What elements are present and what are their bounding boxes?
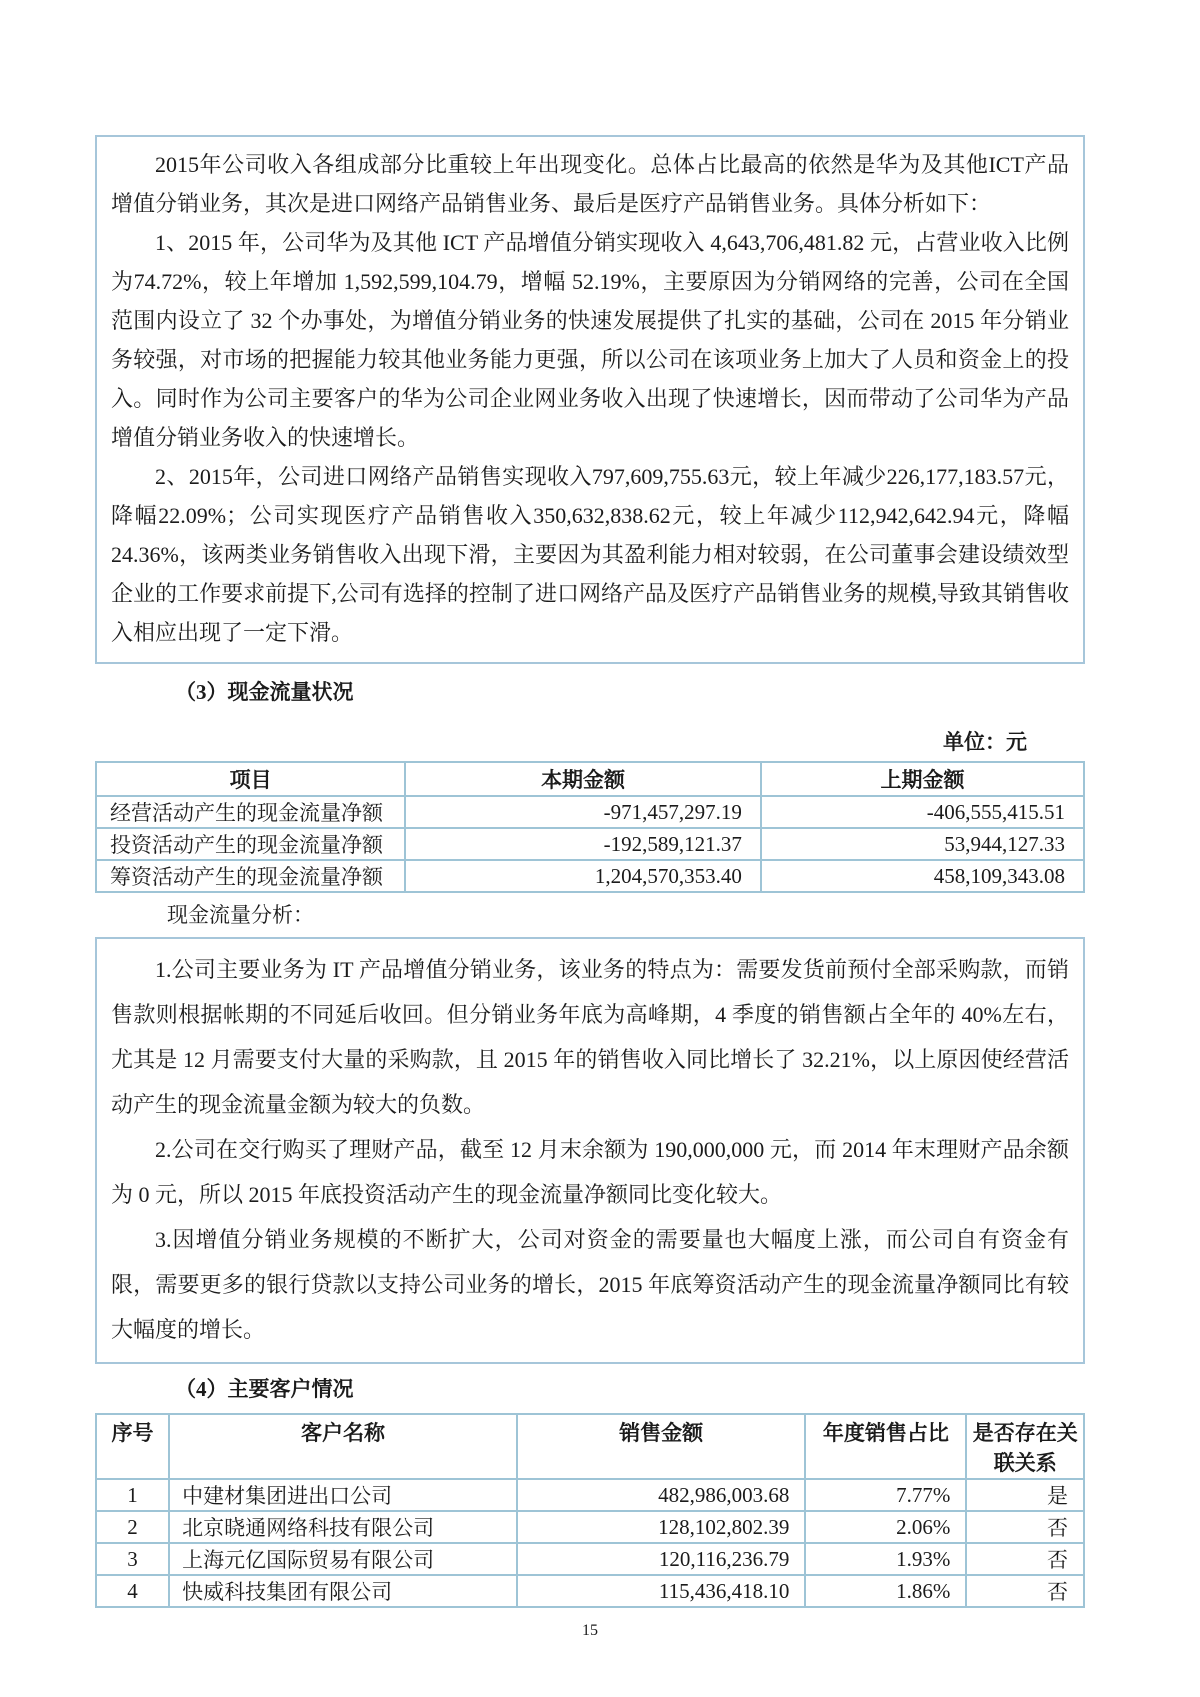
table-row xyxy=(96,1575,1084,1607)
customer-amount: 128,102,802.39 xyxy=(517,1511,805,1543)
revenue-paragraph: 2015年公司收入各组成部分比重较上年出现变化。总体占比最高的依然是华为及其他ICT产品增值分销业务，其次是进口网络产品销售业务、最后是医疗产品销售业务。具体分析如下： xyxy=(111,152,1069,216)
cashflow-current-amount: -192,589,121.37 xyxy=(405,828,761,860)
page-content xyxy=(95,135,1085,1640)
column-header-item: 项目 xyxy=(96,762,405,796)
revenue-analysis-box xyxy=(95,135,1085,664)
customer-no: 3 xyxy=(96,1543,169,1575)
cashflow-current-amount: 1,204,570,353.40 xyxy=(405,860,761,892)
column-header-current: 本期金额 xyxy=(405,762,761,796)
cashflow-previous-amount: 458,109,343.08 xyxy=(761,860,1084,892)
customer-amount: 482,986,003.68 xyxy=(517,1479,805,1511)
analysis-paragraph: 2.公司在交行购买了理财产品，截至 12 月末余额为 190,000,000 元，而 2014 年末理财产品余额为 0 元，所以 2015 年底投资活动产生的现金流量净额同比变化较大。 xyxy=(111,1137,1069,1207)
customers-header-row xyxy=(96,1414,1084,1479)
customer-share: 1.86% xyxy=(805,1575,966,1607)
customer-no: 2 xyxy=(96,1511,169,1543)
cashflow-table xyxy=(95,761,1085,893)
column-header-previous: 上期金额 xyxy=(761,762,1084,796)
cashflow-item: 投资活动产生的现金流量净额 xyxy=(96,828,405,860)
cashflow-current-amount: -971,457,297.19 xyxy=(405,796,761,828)
cashflow-item: 经营活动产生的现金流量净额 xyxy=(96,796,405,828)
section-heading-customers: （4）主要客户情况 xyxy=(175,1377,354,1401)
customer-name: 中建材集团进出口公司 xyxy=(169,1479,517,1511)
customer-related: 否 xyxy=(966,1575,1084,1607)
customer-amount: 120,116,236.79 xyxy=(517,1543,805,1575)
revenue-paragraph: 2、2015年，公司进口网络产品销售实现收入797,609,755.63元，较上年减少226,177,183.57元，降幅22.09%；公司实现医疗产品销售收入350,632,838.62元，较上年减少112,942,642.94元，降幅24.36%，该两类业务销售收入出现下滑，主要因为其盈利能力相对较弱，在公司董事会建设绩效型企业的工作要求前提下,公司有选择的控制了进口网络产品及医疗产品销售业务的规模,导致其销售收入相应出现了一定下滑。 xyxy=(111,464,1069,645)
table-row xyxy=(96,828,1084,860)
revenue-paragraph: 1、2015 年，公司华为及其他 ICT 产品增值分销实现收入 4,643,706,481.82 元，占营业收入比例为74.72%，较上年增加 1,592,599,104.79，增幅 52.19%，主要原因为分销网络的完善，公司在全国范围内设立了 32 个办事处，为增值分销业务的快速发展提供了扎实的基础，公司在 2015 年分销业务较强，对市场的把握能力较其他业务能力更强，所以公司在该项业务上加大了人员和资金上的投入。同时作为公司主要客户的华为公司企业网业务收入出现了快速增长，因而带动了公司华为产品增值分销业务收入的快速增长。 xyxy=(111,230,1069,450)
unit-label: 单位：元 xyxy=(943,730,1027,754)
cashflow-previous-amount: -406,555,415.51 xyxy=(761,796,1084,828)
column-header-amount: 销售金额 xyxy=(517,1414,805,1479)
customer-related: 否 xyxy=(966,1543,1084,1575)
table-row xyxy=(96,860,1084,892)
cashflow-item: 筹资活动产生的现金流量净额 xyxy=(96,860,405,892)
table-row xyxy=(96,1543,1084,1575)
cashflow-analysis-label: 现金流量分析： xyxy=(167,903,314,927)
column-header-share: 年度销售占比 xyxy=(805,1414,966,1479)
cashflow-analysis-box xyxy=(95,937,1085,1364)
column-header-name: 客户名称 xyxy=(169,1414,517,1479)
table-row xyxy=(96,796,1084,828)
customer-no: 1 xyxy=(96,1479,169,1511)
column-header-no: 序号 xyxy=(96,1414,169,1479)
section-heading-cashflow: （3）现金流量状况 xyxy=(175,680,354,704)
customer-no: 4 xyxy=(96,1575,169,1607)
analysis-paragraph: 3.因增值分销业务规模的不断扩大，公司对资金的需要量也大幅度上涨，而公司自有资金有限，需要更多的银行贷款以支持公司业务的增长，2015 年底筹资活动产生的现金流量净额同比有较大幅度的增长。 xyxy=(111,1227,1069,1342)
customer-name: 北京晓通网络科技有限公司 xyxy=(169,1511,517,1543)
customer-share: 1.93% xyxy=(805,1543,966,1575)
page-number: 15 xyxy=(582,1622,598,1639)
customer-related: 是 xyxy=(966,1479,1084,1511)
customer-share: 7.77% xyxy=(805,1479,966,1511)
cashflow-previous-amount: 53,944,127.33 xyxy=(761,828,1084,860)
customer-amount: 115,436,418.10 xyxy=(517,1575,805,1607)
column-header-related: 是否存在关联关系 xyxy=(966,1414,1084,1479)
table-row xyxy=(96,1479,1084,1511)
customer-related: 否 xyxy=(966,1511,1084,1543)
customer-share: 2.06% xyxy=(805,1511,966,1543)
customer-name: 上海元亿国际贸易有限公司 xyxy=(169,1543,517,1575)
customer-name: 快威科技集团有限公司 xyxy=(169,1575,517,1607)
customers-table xyxy=(95,1413,1085,1608)
table-row xyxy=(96,1511,1084,1543)
cashflow-header-row xyxy=(96,762,1084,796)
analysis-paragraph: 1.公司主要业务为 IT 产品增值分销业务，该业务的特点为：需要发货前预付全部采购款，而销售款则根据帐期的不同延后收回。但分销业务年底为高峰期，4 季度的销售额占全年的 40%左右，尤其是 12 月需要支付大量的采购款，且 2015 年的销售收入同比增长了 32.21%，以上原因使经营活动产生的现金流量金额为较大的负数。 xyxy=(111,957,1069,1117)
